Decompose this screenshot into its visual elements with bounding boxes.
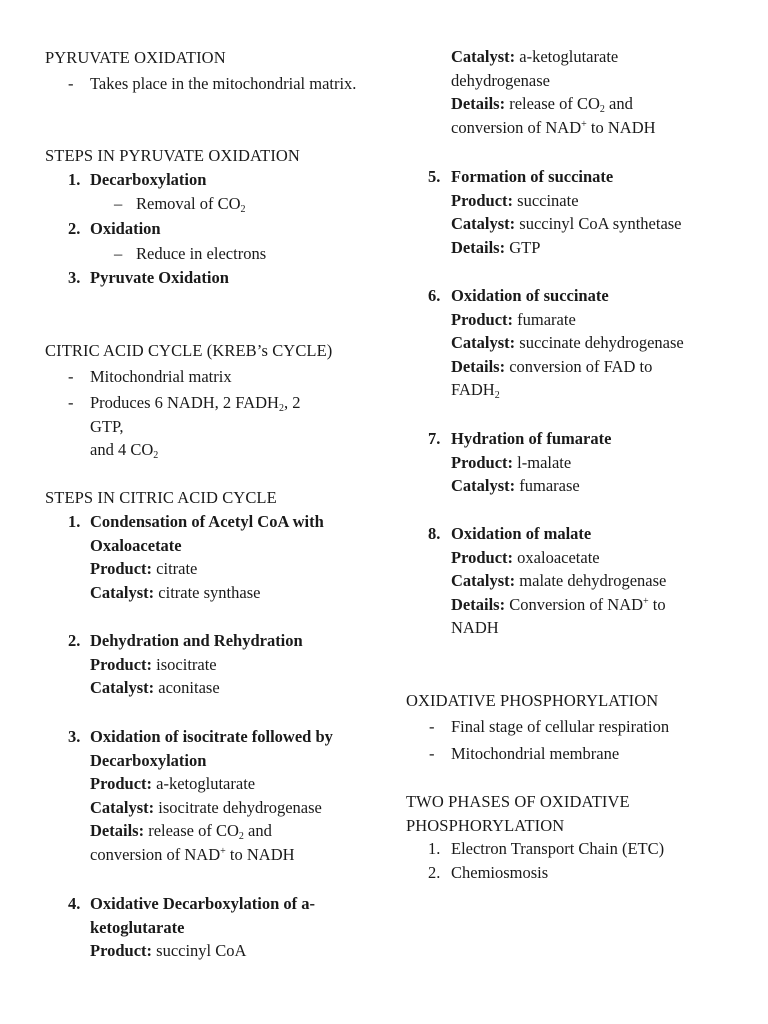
bullet-dash: -: [429, 744, 435, 763]
step-number: 3.: [68, 727, 81, 746]
citric-step-7: Hydration of fumarate Product: l-malate Catalyst: fumarase: [451, 429, 612, 496]
step-title-decarboxylation: Decarboxylation: [90, 170, 207, 189]
step-number: 7.: [428, 429, 441, 448]
bullet-dash: -: [429, 717, 435, 736]
bullet-dash: -: [68, 74, 74, 93]
bullet-dash: -: [68, 367, 74, 386]
step-number: 1.: [68, 512, 81, 531]
phase-etc: Electron Transport Chain (ETC): [451, 839, 665, 858]
step-number: 2.: [68, 631, 81, 650]
section-title-oxidative-phosphorylation: OXIDATIVE PHOSPHORYLATION: [406, 691, 659, 710]
citric-step-4-continued: Catalyst: a-ketoglutarate dehydrogenase Details: release of $CO_2$ and conversion of NAD+ to NADH: [451, 47, 656, 137]
sub-bullet-dash: –: [114, 244, 123, 263]
oxphos-location-text: Mitochondrial membrane: [451, 744, 620, 763]
section-title-pyruvate-oxidation: PYRUVATE OXIDATION: [45, 48, 226, 67]
substep-removal-co2: Removal of $CO_2$: [136, 194, 246, 215]
phase-chemiosmosis: Chemiosmosis: [451, 863, 549, 882]
citric-step-4: Oxidative Decarboxylation of a- ketoglutarate Product: succinyl CoA: [90, 894, 316, 961]
citric-step-5: Formation of succinate Product: succinate Catalyst: succinyl CoA synthetase Details: GTP: [451, 167, 682, 257]
oxphos-stage-text: Final stage of cellular respiration: [451, 717, 670, 736]
step-number: 1.: [68, 170, 81, 189]
step-number: 5.: [428, 167, 441, 186]
step-number: 2.: [68, 219, 81, 238]
citric-location-text: Mitochondrial matrix: [90, 367, 232, 386]
section-title-two-phases: TWO PHASES OF OXIDATIVE PHOSPHORYLATION: [406, 792, 630, 835]
citric-step-1: Condensation of Acetyl CoA with Oxaloacetate Product: citrate Catalyst: citrate synthase: [90, 512, 324, 602]
phase-number: 1.: [428, 839, 441, 858]
section-title-citric-acid-cycle: CITRIC ACID CYCLE (KREB’s CYCLE): [45, 341, 333, 360]
step-title-oxidation: Oxidation: [90, 219, 161, 238]
citric-step-3: Oxidation of isocitrate followed by Decarboxylation Product: a-ketoglutarate Catalyst: isocitrate dehydrogenase Details: release of $CO_2$ and conversion of NAD+ to NADH: [90, 727, 333, 864]
step-number: 8.: [428, 524, 441, 543]
step-number: 3.: [68, 268, 81, 287]
pyruvate-location-text: Takes place in the mitochondrial matrix.: [90, 74, 357, 93]
step-number: 6.: [428, 286, 441, 305]
phase-number: 2.: [428, 863, 441, 882]
section-title-steps-pyruvate: STEPS IN PYRUVATE OXIDATION: [45, 146, 300, 165]
citric-products-text: Produces 6 NADH, 2 $FADH_2$, 2 GTP, and 4 $CO_2$: [90, 393, 301, 462]
step-number: 4.: [68, 894, 81, 913]
bullet-dash: -: [68, 393, 74, 412]
sub-bullet-dash: –: [114, 194, 123, 213]
substep-reduce-electrons: Reduce in electrons: [136, 244, 267, 263]
citric-step-2: Dehydration and Rehydration Product: isocitrate Catalyst: aconitase: [90, 631, 303, 698]
citric-step-8: Oxidation of malate Product: oxaloacetate Catalyst: malate dehydrogenase Details: Conversion of NAD+ to NADH: [451, 524, 667, 638]
section-title-steps-citric: STEPS IN CITRIC ACID CYCLE: [45, 488, 277, 507]
citric-step-6: Oxidation of succinate Product: fumarate Catalyst: succinate dehydrogenase Details: conversion of FAD to $FADH_2$: [451, 286, 684, 402]
step-title-pyruvate-oxidation: Pyruvate Oxidation: [90, 268, 229, 287]
